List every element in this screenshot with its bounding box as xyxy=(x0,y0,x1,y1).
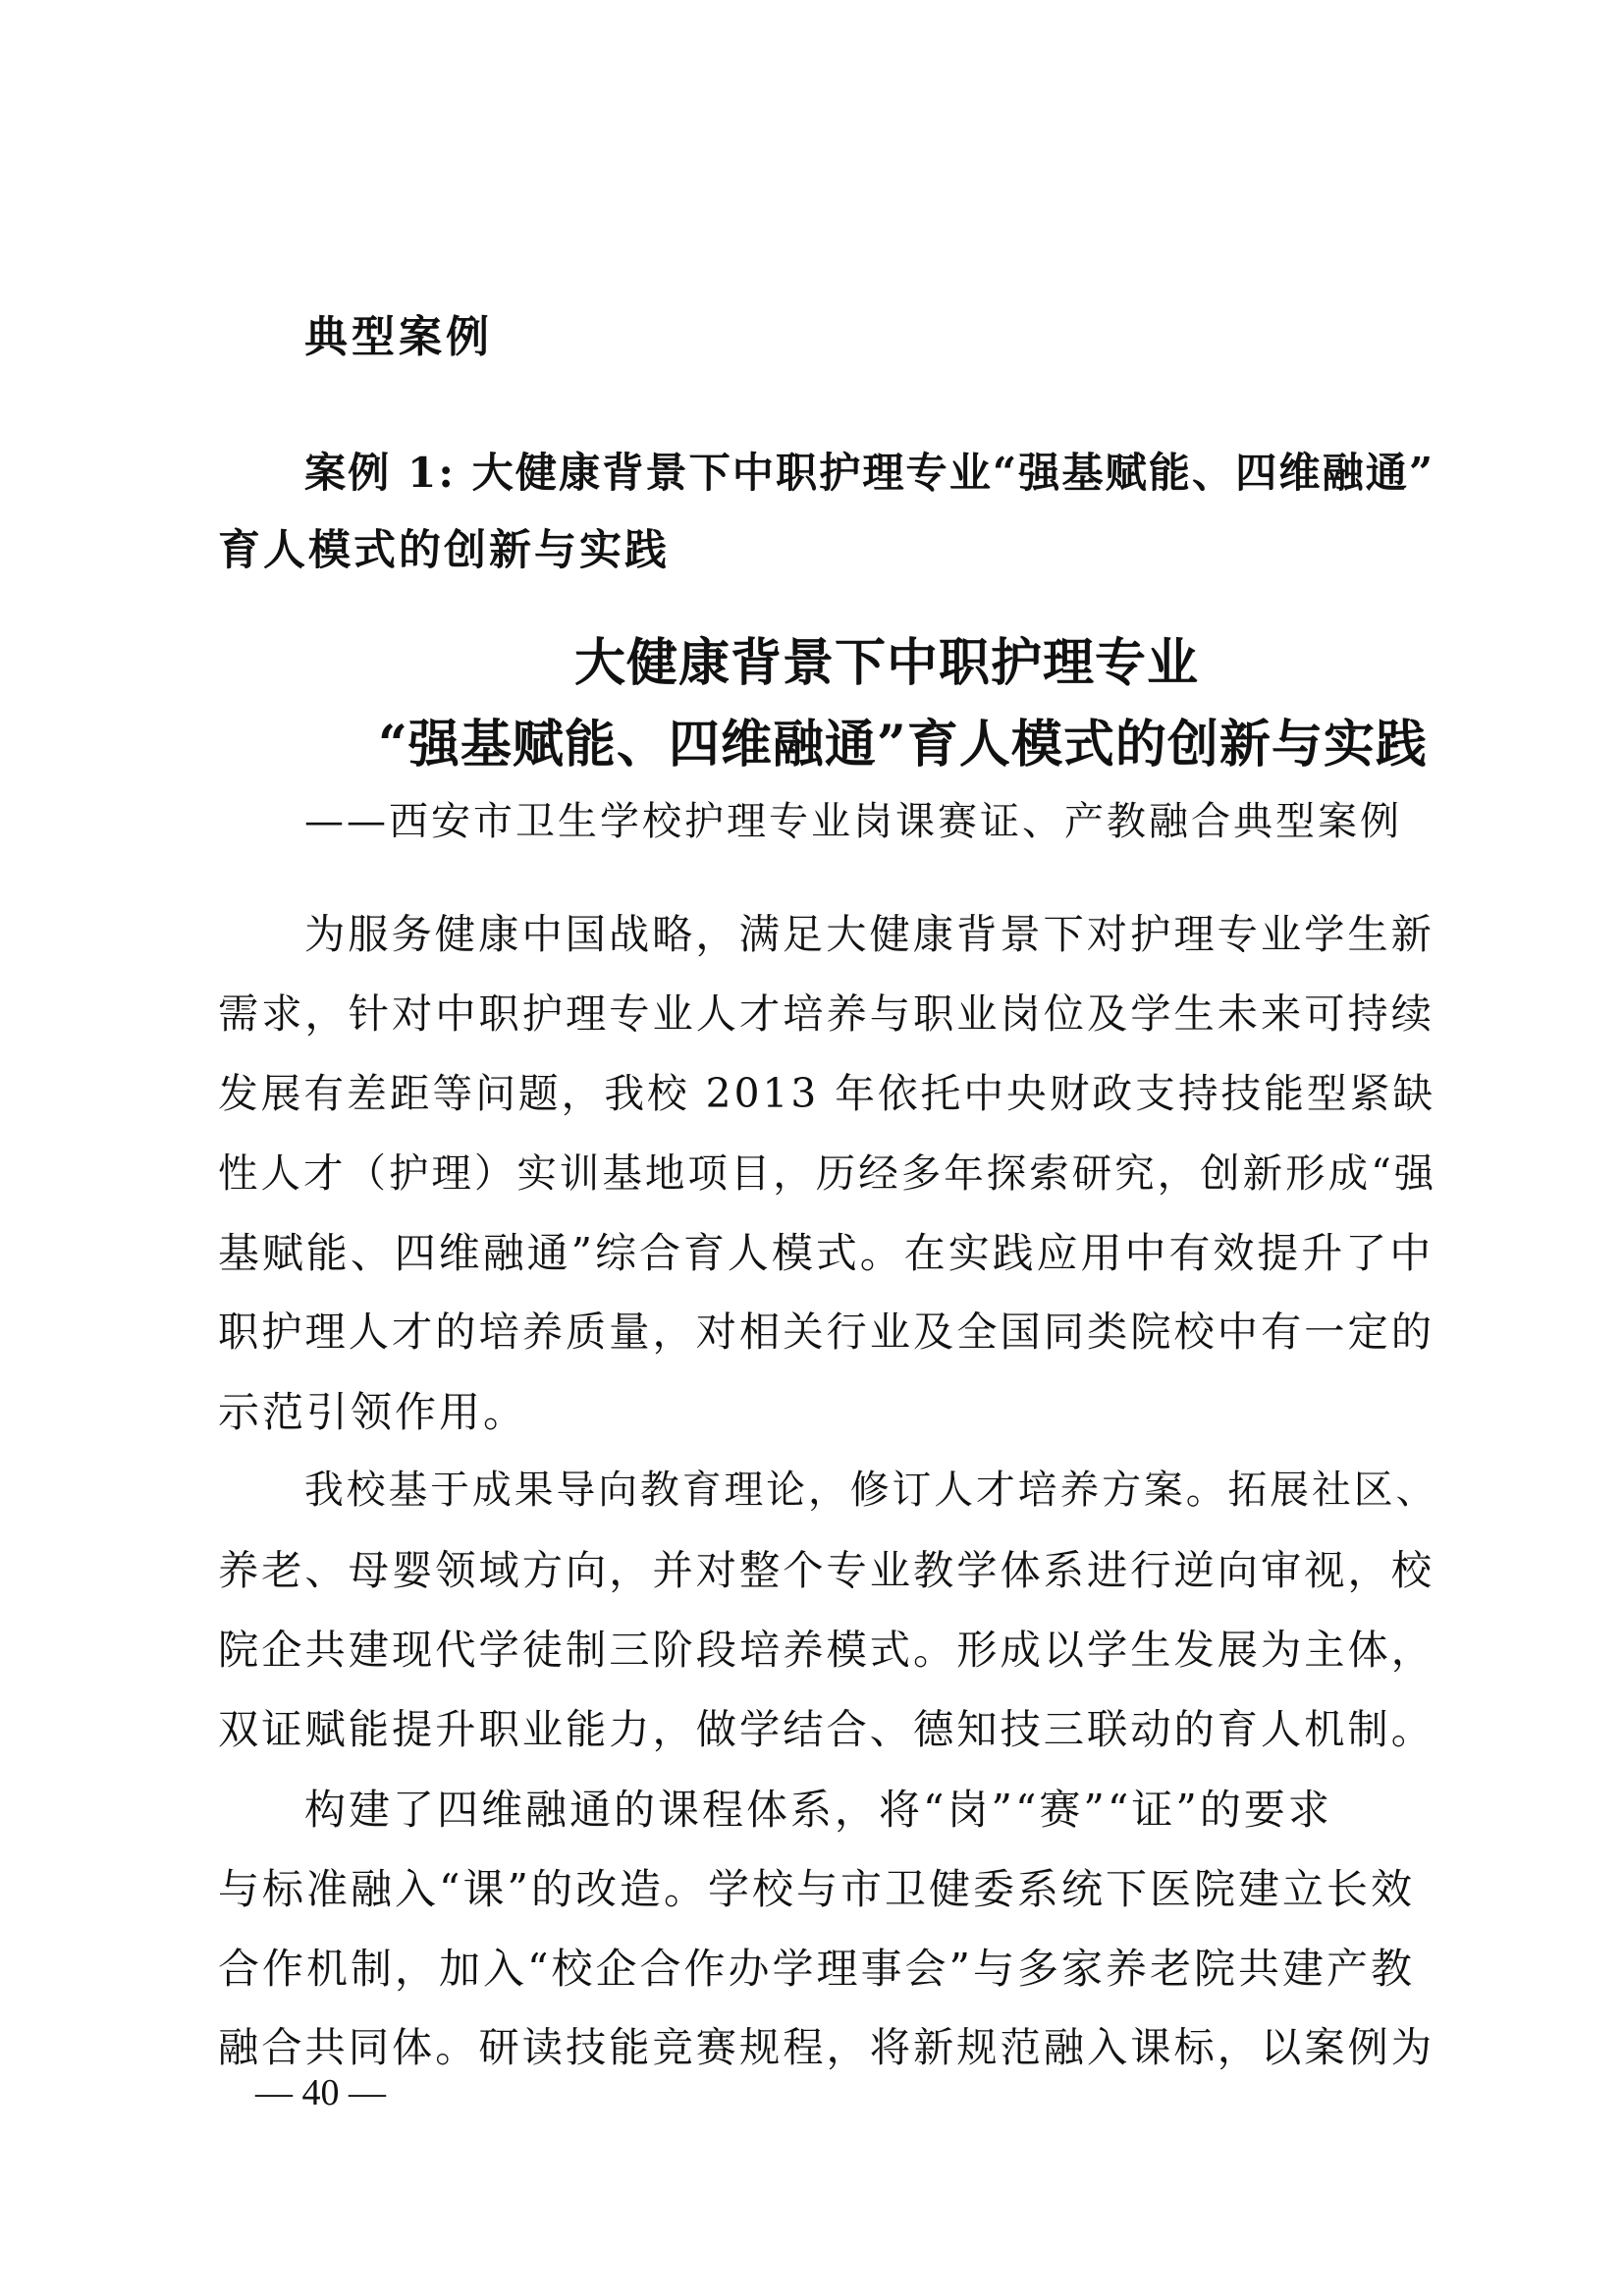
body-line: 与标准融入“课”的改造。学校与市卫健委系统下医院建立长效 xyxy=(218,1865,1415,1913)
case-title-line-2: 育人模式的创新与实践 xyxy=(218,526,670,575)
body-line: 为服务健康中国战略，满足大健康背景下对护理专业学生新 xyxy=(304,911,1435,958)
body-line: 需求，针对中职护理专业人才培养与职业岗位及学生未来可持续 xyxy=(218,990,1435,1038)
body-line: 职护理人才的培养质量，对相关行业及全国同类院校中有一定的 xyxy=(218,1308,1435,1356)
body-line: 合作机制，加入“校企合作办学理事会”与多家养老院共建产教 xyxy=(218,1945,1415,1993)
body-line: 融合共同体。研读技能竞赛规程，将新规范融入课标，以案例为 xyxy=(218,2024,1435,2071)
document-title-line-1: 大健康背景下中职护理专业 xyxy=(574,633,1200,693)
page-number: — 40 — xyxy=(255,2072,386,2113)
body-line: 双证赋能提升职业能力，做学结合、德知技三联动的育人机制。 xyxy=(218,1706,1435,1753)
body-line: 养老、母婴领域方向，并对整个专业教学体系进行逆向审视，校 xyxy=(218,1547,1435,1594)
body-line: 我校基于成果导向教育理论，修订人才培养方案。拓展社区、 xyxy=(304,1468,1438,1513)
document-subtitle: ——西安市卫生学校护理专业岗课赛证、产教融合典型案例 xyxy=(304,799,1402,844)
document-title-line-2: “强基赋能、四维融通”育人模式的创新与实践 xyxy=(378,715,1428,774)
section-heading: 典型案例 xyxy=(304,312,493,362)
case-title-line-1: 案例 1: 大健康背景下中职护理专业“强基赋能、四维融通” xyxy=(304,448,1435,497)
body-line: 院企共建现代学徒制三阶段培养模式。形成以学生发展为主体， xyxy=(218,1627,1435,1674)
body-line: 性人才（护理）实训基地项目，历经多年探索研究，创新形成“强 xyxy=(218,1149,1437,1197)
body-line: 构建了四维融通的课程体系，将“岗”“赛”“证”的要求 xyxy=(304,1786,1332,1834)
body-line: 示范引领作用。 xyxy=(218,1388,528,1436)
body-line: 基赋能、四维融通”综合育人模式。在实践应用中有效提升了中 xyxy=(218,1229,1435,1277)
body-line: 发展有差距等问题，我校 2013 年依托中央财政支持技能型紧缺 xyxy=(218,1070,1436,1117)
